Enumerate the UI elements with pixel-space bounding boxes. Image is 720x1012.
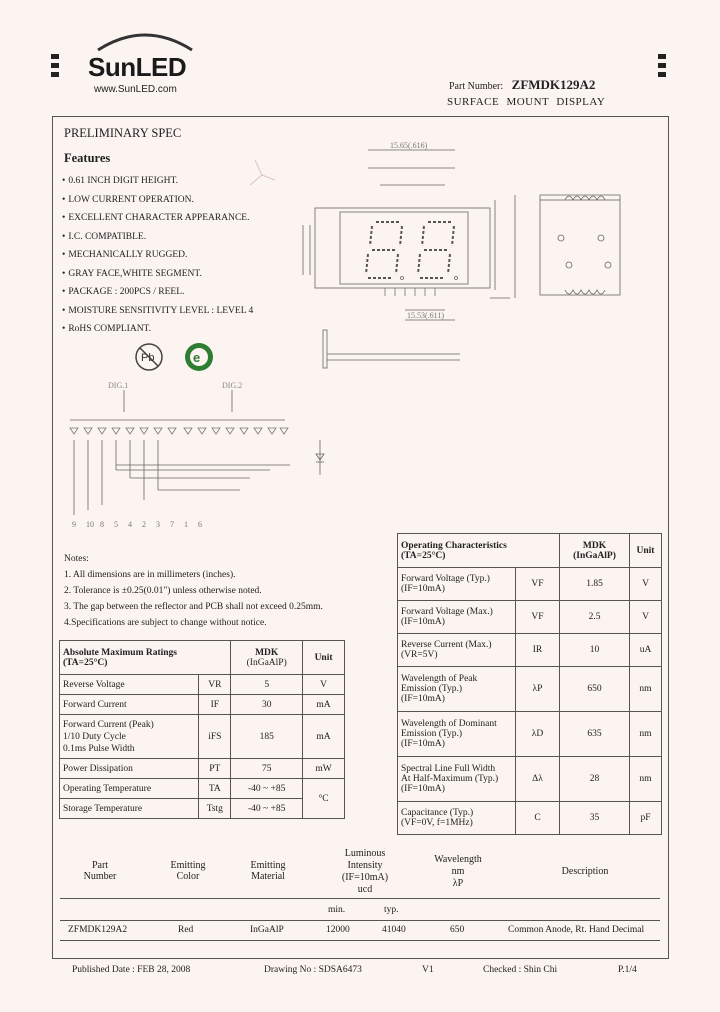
table-row: Wavelength of Peak Emission (Typ.) (IF=10mA) λP 650 nm bbox=[398, 667, 662, 712]
svg-text:4: 4 bbox=[128, 520, 132, 529]
side-view-outline bbox=[540, 200, 620, 295]
feature-item: • GRAY FACE,WHITE SEGMENT. bbox=[62, 265, 253, 284]
digit-2-segments bbox=[418, 222, 454, 278]
table-row: Storage Temperature Tstg -40 ~ +85 bbox=[60, 799, 345, 819]
table-row: Capacitance (Typ.) (VF=0V, f=1MHz) C 35 pF bbox=[398, 802, 662, 835]
abs-max-mdk-header: MDK (InGaAlP) bbox=[231, 641, 303, 675]
checked-by: Checked : Shin Chi bbox=[483, 965, 558, 975]
drawing-number: Drawing No : SDSA6473 bbox=[264, 965, 362, 975]
feature-item: • MOISTURE SENSITIVITY LEVEL : LEVEL 4 bbox=[62, 302, 253, 321]
note-item: 3. The gap between the reflector and PCB shall not exceed 0.25mm. bbox=[64, 602, 323, 612]
op-char-title-cell: Operating Characteristics (TA=25°C) bbox=[398, 534, 560, 568]
feature-item: • EXCELLENT CHARACTER APPEARANCE. bbox=[62, 209, 253, 228]
part-number-value: ZFMDK129A2 bbox=[511, 77, 596, 92]
col-typ: typ. bbox=[384, 905, 399, 915]
sel-description: Common Anode, Rt. Hand Decimal bbox=[508, 925, 645, 935]
table-row: Forward Current IF 30 mA bbox=[60, 695, 345, 715]
sel-min: 12000 bbox=[326, 925, 350, 935]
note-item: 1. All dimensions are in millimeters (inches). bbox=[64, 570, 236, 580]
feature-item: • MECHANICALLY RUGGED. bbox=[62, 246, 253, 265]
table-row: Spectral Line Full Width At Half-Maximum (Typ.) (IF=10mA) Δλ 28 nm bbox=[398, 757, 662, 802]
decimal-point-1 bbox=[401, 277, 404, 280]
svg-text:5: 5 bbox=[114, 520, 118, 529]
divider bbox=[60, 898, 660, 899]
table-row: Forward Voltage (Max.) (IF=10mA) VF 2.5 V bbox=[398, 601, 662, 634]
spec-status: PRELIMINARY SPEC bbox=[64, 126, 182, 140]
version: V1 bbox=[422, 965, 434, 975]
col-part: Part Number bbox=[83, 860, 117, 882]
brand-name: SunLED bbox=[88, 52, 187, 82]
table-row: Operating Temperature TA -40 ~ +85 °C bbox=[60, 779, 345, 799]
col-min: min. bbox=[328, 905, 346, 915]
svg-text:Pb: Pb bbox=[141, 352, 155, 364]
display-outline bbox=[315, 208, 490, 288]
col-wavelength: Wavelength nm λP bbox=[434, 854, 482, 889]
table-row: Reverse Voltage VR 5 V bbox=[60, 675, 345, 695]
op-char-mdk-header: MDK (InGaAlP) bbox=[560, 534, 630, 568]
dim-top-label: 15.65(.616) bbox=[390, 141, 428, 150]
col-material: Emitting Material bbox=[250, 860, 286, 882]
feature-item: • I.C. COMPATIBLE. bbox=[62, 228, 253, 247]
part-number-label: Part Number: bbox=[449, 81, 504, 92]
svg-text:e: e bbox=[193, 350, 201, 365]
page-number: P.1/4 bbox=[618, 965, 637, 975]
svg-text:1: 1 bbox=[184, 520, 188, 529]
abs-max-table bbox=[59, 640, 345, 819]
table-row: Forward Current (Peak) 1/10 Duty Cycle 0.1ms Pulse Width iFS 185 mA bbox=[60, 715, 345, 759]
table-row: Reverse Current (Max.) (VR=5V) IR 10 uA bbox=[398, 634, 662, 667]
sel-part: ZFMDK129A2 bbox=[68, 925, 128, 935]
product-type: SURFACE MOUNT DISPLAY bbox=[447, 96, 606, 108]
abs-max-unit-header: Unit bbox=[303, 641, 345, 675]
op-char-unit-header: Unit bbox=[630, 534, 662, 568]
svg-text:3: 3 bbox=[156, 520, 160, 529]
divider bbox=[60, 920, 660, 921]
features-title: Features bbox=[64, 151, 111, 165]
abs-max-title-cell: Absolute Maximum Ratings (TA=25°C) bbox=[60, 641, 231, 675]
col-luminous: Luminous Intensity (IF=10mA) ucd bbox=[341, 848, 389, 895]
svg-text:7: 7 bbox=[170, 520, 174, 529]
decimal-point-2 bbox=[455, 277, 458, 280]
sel-wavelength: 650 bbox=[450, 925, 465, 935]
table-row: Power Dissipation PT 75 mW bbox=[60, 759, 345, 779]
dim-bottom-label: 15.53(.611) bbox=[407, 311, 445, 320]
divider bbox=[60, 940, 660, 941]
col-color: Emitting Color bbox=[170, 860, 206, 882]
feature-item: • RoHS COMPLIANT. bbox=[62, 320, 253, 339]
col-description: Description bbox=[561, 866, 609, 877]
sel-color: Red bbox=[178, 925, 194, 935]
published-date: Published Date : FEB 28, 2008 bbox=[72, 965, 191, 975]
table-row: Forward Voltage (Typ.) (IF=10mA) VF 1.85 V bbox=[398, 568, 662, 601]
circuit-diagram bbox=[70, 390, 324, 515]
feature-item: • 0.61 INCH DIGIT HEIGHT. bbox=[62, 172, 253, 191]
note-item: 2. Tolerance is ±0.25(0.01") unless otherwise noted. bbox=[64, 586, 262, 596]
svg-text:8: 8 bbox=[100, 520, 104, 529]
sel-typ: 41040 bbox=[382, 925, 406, 935]
rohs-e-icon bbox=[185, 343, 213, 371]
pin-labels bbox=[72, 520, 202, 529]
svg-text:6: 6 bbox=[198, 520, 202, 529]
op-char-table bbox=[397, 533, 662, 835]
table-row: Wavelength of Dominant Emission (Typ.) (IF=10mA) λD 635 nm bbox=[398, 712, 662, 757]
dig1-label: DIG.1 bbox=[108, 381, 129, 390]
notes bbox=[64, 551, 323, 631]
svg-text:9: 9 bbox=[72, 520, 76, 529]
dig2-label: DIG.2 bbox=[222, 381, 243, 390]
feature-item: • PACKAGE : 200PCS / REEL. bbox=[62, 283, 253, 302]
note-item: 4.Specifications are subject to change without notice. bbox=[64, 618, 267, 628]
feature-item: • LOW CURRENT OPERATION. bbox=[62, 191, 253, 210]
svg-text:10: 10 bbox=[86, 520, 94, 529]
brand-url[interactable]: www.SunLED.com bbox=[94, 84, 177, 95]
digit-1-segments bbox=[366, 222, 402, 278]
pb-free-icon bbox=[136, 344, 162, 370]
svg-text:2: 2 bbox=[142, 520, 146, 529]
notes-title: Notes: bbox=[64, 554, 89, 564]
sel-material: InGaAlP bbox=[250, 925, 284, 935]
